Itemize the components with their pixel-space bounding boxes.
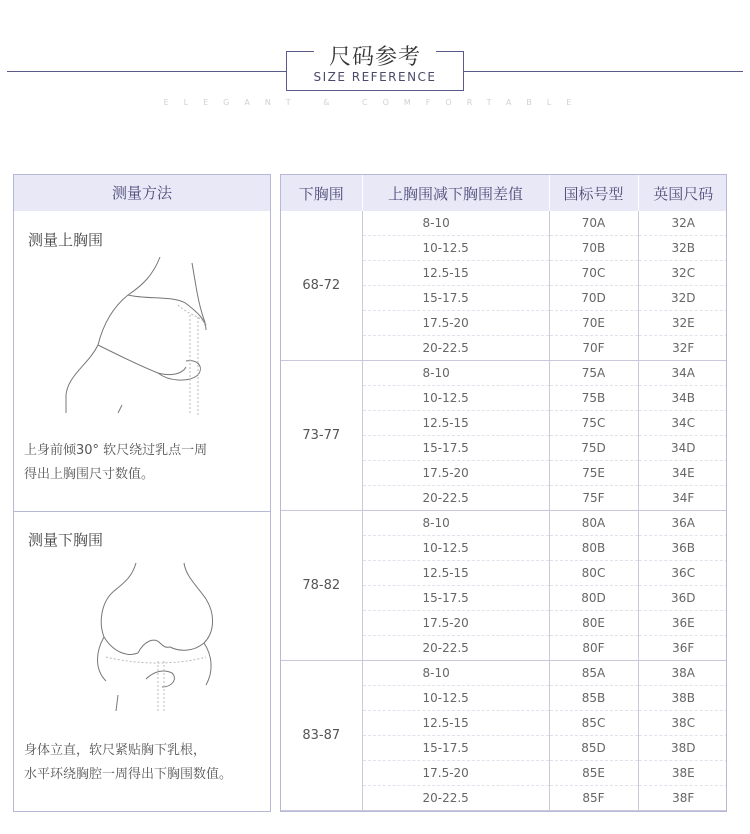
uk-size-cell: 38A	[638, 661, 727, 686]
header-rule-right	[464, 71, 743, 72]
difference-cell: 10-12.5	[362, 686, 549, 711]
difference-cell: 10-12.5	[362, 236, 549, 261]
upper-bust-illustration	[58, 255, 208, 415]
uk-size-cell: 36A	[638, 511, 727, 536]
cn-size-cell: 70E	[549, 311, 638, 336]
cn-size-cell: 85B	[549, 686, 638, 711]
under-bust-desc-1: 身体立直，软尺紧贴胸下乳根，	[24, 743, 207, 758]
col-header-difference: 上胸围减下胸围差值	[362, 175, 549, 211]
difference-cell: 12.5-15	[362, 711, 549, 736]
uk-size-cell: 32A	[638, 211, 727, 236]
cn-size-cell: 80F	[549, 636, 638, 661]
page-subtitle: SIZE REFERENCE	[313, 70, 437, 84]
table-row	[281, 661, 727, 686]
uk-size-cell: 38D	[638, 736, 727, 761]
cn-size-cell: 70F	[549, 336, 638, 361]
cn-size-cell: 75F	[549, 486, 638, 511]
cn-size-cell: 85F	[549, 786, 638, 811]
cn-size-cell: 70B	[549, 236, 638, 261]
upper-bust-desc-2: 得出上胸围尺寸数值。	[24, 467, 155, 482]
cn-size-cell: 85A	[549, 661, 638, 686]
table-row	[281, 361, 727, 386]
difference-cell: 8-10	[362, 511, 549, 536]
uk-size-cell: 38E	[638, 761, 727, 786]
under-bust-illustration	[88, 561, 228, 711]
size-table	[281, 175, 727, 811]
cn-size-cell: 80B	[549, 536, 638, 561]
difference-cell: 20-22.5	[362, 786, 549, 811]
cn-size-cell: 70D	[549, 286, 638, 311]
difference-cell: 20-22.5	[362, 336, 549, 361]
cn-size-cell: 70A	[549, 211, 638, 236]
table-row	[281, 511, 727, 536]
under-bust-title: 测量下胸围	[28, 531, 104, 549]
difference-cell: 17.5-20	[362, 611, 549, 636]
cn-size-cell: 75D	[549, 436, 638, 461]
cn-size-cell: 75C	[549, 411, 638, 436]
method-header: 测量方法	[14, 175, 270, 211]
uk-size-cell: 34A	[638, 361, 727, 386]
upper-bust-title: 测量上胸围	[28, 231, 104, 249]
uk-size-cell: 36B	[638, 536, 727, 561]
cn-size-cell: 85D	[549, 736, 638, 761]
cn-size-cell: 75E	[549, 461, 638, 486]
uk-size-cell: 36C	[638, 561, 727, 586]
underbust-range-cell: 73-77	[281, 361, 362, 511]
uk-size-cell: 34E	[638, 461, 727, 486]
difference-cell: 17.5-20	[362, 461, 549, 486]
col-header-underbust: 下胸围	[281, 175, 362, 211]
difference-cell: 20-22.5	[362, 486, 549, 511]
under-bust-desc-2: 水平环绕胸腔一周得出下胸围数值。	[24, 767, 233, 782]
difference-cell: 17.5-20	[362, 761, 549, 786]
cn-size-cell: 75B	[549, 386, 638, 411]
cn-size-cell: 80D	[549, 586, 638, 611]
cn-size-cell: 80E	[549, 611, 638, 636]
uk-size-cell: 36D	[638, 586, 727, 611]
page-title: 尺码参考	[328, 45, 421, 70]
uk-size-cell: 32F	[638, 336, 727, 361]
uk-size-cell: 32E	[638, 311, 727, 336]
method-divider	[14, 511, 270, 512]
difference-cell: 12.5-15	[362, 261, 549, 286]
uk-size-cell: 38C	[638, 711, 727, 736]
uk-size-cell: 38B	[638, 686, 727, 711]
difference-cell: 8-10	[362, 661, 549, 686]
table-header-row	[281, 175, 727, 211]
uk-size-cell: 34C	[638, 411, 727, 436]
uk-size-cell: 34B	[638, 386, 727, 411]
uk-size-cell: 36F	[638, 636, 727, 661]
difference-cell: 15-17.5	[362, 286, 549, 311]
cn-size-cell: 80C	[549, 561, 638, 586]
difference-cell: 15-17.5	[362, 586, 549, 611]
difference-cell: 15-17.5	[362, 436, 549, 461]
difference-cell: 10-12.5	[362, 536, 549, 561]
uk-size-cell: 34F	[638, 486, 727, 511]
difference-cell: 8-10	[362, 211, 549, 236]
uk-size-cell: 32D	[638, 286, 727, 311]
col-header-uk-size: 英国尺码	[638, 175, 727, 211]
difference-cell: 12.5-15	[362, 411, 549, 436]
table-body	[281, 211, 727, 811]
difference-cell: 20-22.5	[362, 636, 549, 661]
cn-size-cell: 80A	[549, 511, 638, 536]
uk-size-cell: 32B	[638, 236, 727, 261]
underbust-range-cell: 68-72	[281, 211, 362, 361]
uk-size-cell: 38F	[638, 786, 727, 811]
cn-size-cell: 85E	[549, 761, 638, 786]
cn-size-cell: 75A	[549, 361, 638, 386]
underbust-range-cell: 78-82	[281, 511, 362, 661]
col-header-cn-size: 国标号型	[549, 175, 638, 211]
upper-bust-desc-1: 上身前倾30° 软尺绕过乳点一周	[24, 443, 208, 458]
difference-cell: 17.5-20	[362, 311, 549, 336]
underbust-range-cell: 83-87	[281, 661, 362, 811]
difference-cell: 8-10	[362, 361, 549, 386]
difference-cell: 10-12.5	[362, 386, 549, 411]
cn-size-cell: 70C	[549, 261, 638, 286]
method-panel	[13, 174, 271, 812]
difference-cell: 12.5-15	[362, 561, 549, 586]
cn-size-cell: 85C	[549, 711, 638, 736]
uk-size-cell: 36E	[638, 611, 727, 636]
size-table-container	[280, 174, 727, 812]
header-rule-left	[7, 71, 287, 72]
uk-size-cell: 32C	[638, 261, 727, 286]
difference-cell: 15-17.5	[362, 736, 549, 761]
table-row	[281, 211, 727, 236]
tagline: ELEGANT & COMFORTABLE	[163, 98, 587, 107]
uk-size-cell: 34D	[638, 436, 727, 461]
